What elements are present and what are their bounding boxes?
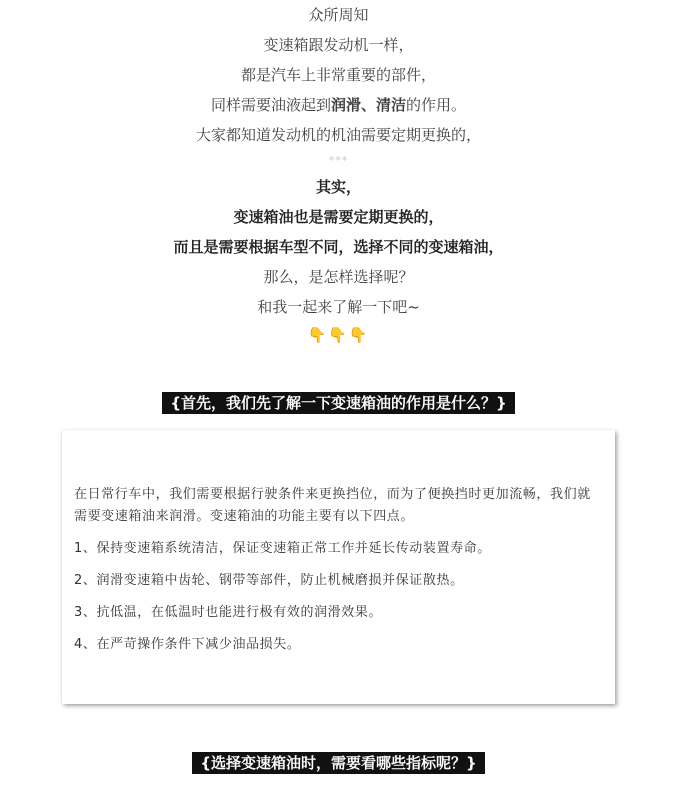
function-item-2: 2、润滑变速箱中齿轮、钢带等部件，防止机械磨损并保证散热。	[74, 573, 464, 588]
section-heading-2-band	[0, 752, 677, 774]
intro-line-2: 变速箱跟发动机一样，	[263, 36, 414, 54]
bold-line-2: 变速箱油也是需要定期更换的，	[233, 208, 444, 226]
section-heading-1-band	[0, 392, 677, 414]
intro-line-4-bold-clean: 清洁	[376, 96, 407, 114]
intro-section	[0, 0, 677, 348]
function-item-4: 4、在严苛操作条件下减少油品损失。	[74, 637, 301, 652]
function-intro-paragraph: 在日常行车中，我们需要根据行驶条件来更换挡位，而为了便换挡时更加流畅，我们就需要变速箱油来润滑。变速箱油的功能主要有以下四点。	[74, 487, 591, 524]
intro-line-4-bold-lubricate: 润滑	[330, 96, 361, 114]
intro-line-4-prefix: 同样需要油液起到	[210, 96, 331, 114]
function-card-body	[74, 484, 604, 666]
section-heading-1: {首先，我们先了解一下变速箱油的作用是什么？}	[162, 392, 514, 414]
question-line-1: 那么，是怎样选择呢？	[263, 268, 414, 286]
function-item-3: 3、抗低温，在低温时也能进行极有效的润滑效果。	[74, 605, 383, 620]
bold-line-3: 而且是需要根据车型不同，选择不同的变速箱油，	[173, 238, 504, 256]
question-line-2: 和我一起来了解一下吧~	[257, 298, 420, 316]
intro-line-4	[0, 90, 677, 120]
function-item-1: 1、保持变速箱系统清洁，保证变速箱正常工作并延长传动装置寿命。	[74, 541, 491, 556]
intro-line-4-suffix: 的作用。	[406, 96, 467, 114]
intro-line-4-separator: 、	[360, 96, 376, 114]
intro-line-3: 都是汽车上非常重要的部件，	[240, 66, 436, 84]
intro-line-5: 大家都知道发动机的机油需要定期更换的，	[195, 126, 481, 144]
function-card	[62, 430, 615, 704]
bold-line-1: 其实，	[315, 178, 361, 196]
star-separator: ***	[328, 154, 349, 167]
intro-line-1: 众所周知	[308, 6, 369, 24]
pointing-down-hand-icon: 👇👇👇	[307, 326, 370, 344]
section-heading-2: {选择变速箱油时，需要看哪些指标呢？}	[192, 752, 484, 774]
